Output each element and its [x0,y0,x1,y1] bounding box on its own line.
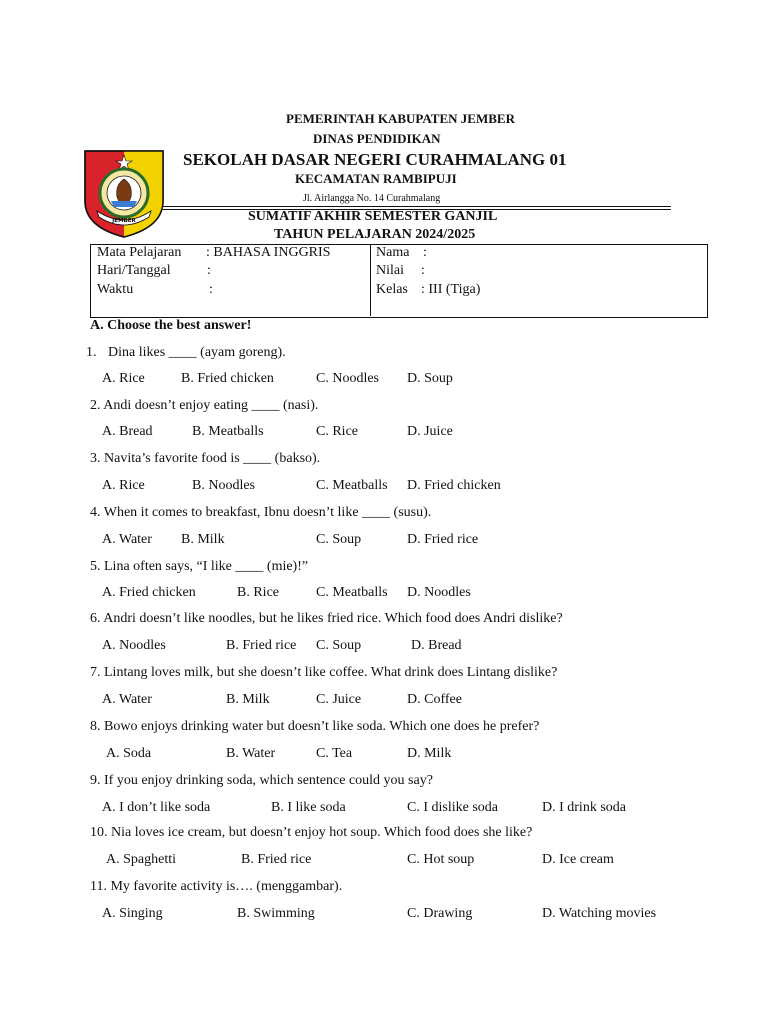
option-c: C. Meatballs [316,478,388,493]
name-value: : [423,245,427,260]
option-c: C. I dislike soda [407,800,498,815]
option-d: D. Milk [407,746,452,761]
option-d: D. Ice cream [542,852,614,867]
option-b: B. Noodles [192,478,255,493]
subject-label: Mata Pelajaran [97,245,182,260]
option-a: A. Bread [102,424,153,439]
exam-title: SUMATIF AKHIR SEMESTER GANJIL [248,209,498,224]
option-a: A. Rice [102,371,145,386]
option-b: B. Fried rice [241,852,312,867]
class-value: : III (Tiga) [421,282,481,297]
jember-emblem-logo [83,149,165,239]
option-b: B. Rice [237,585,279,600]
exam-year: TAHUN PELAJARAN 2024/2025 [274,227,476,242]
option-c: C. Hot soup [407,852,475,867]
question-text: 9. If you enjoy drinking soda, which sentence could you say? [90,773,433,788]
question-text: 6. Andri doesn’t like noodles, but he likes fried rice. Which food does Andri dislike? [90,611,563,626]
option-b: B. Meatballs [192,424,264,439]
option-d: D. Juice [407,424,453,439]
option-a: A. Spaghetti [106,852,176,867]
option-a: A. I don’t like soda [102,800,211,815]
option-c: C. Rice [316,424,358,439]
option-a: A. Water [102,532,152,547]
option-d: D. I drink soda [542,800,626,815]
section-a-heading: A. Choose the best answer! [90,318,252,333]
option-d: D. Fried rice [407,532,479,547]
option-c: C. Tea [316,746,353,761]
option-b: B. Swimming [237,906,315,921]
option-c: C. Drawing [407,906,473,921]
option-a: A. Singing [102,906,163,921]
question-text: 11. My favorite activity is…. (menggambar). [90,879,343,894]
score-label: Nilai [376,263,404,278]
option-a: A. Water [102,692,152,707]
question-text: 3. Navita’s favorite food is ____ (bakso). [90,451,321,466]
option-d: D. Watching movies [542,906,657,921]
option-b: B. Milk [226,692,270,707]
option-d: D. Fried chicken [407,478,501,493]
time-value: : [209,282,213,297]
option-c: C. Noodles [316,371,379,386]
option-b: B. Fried rice [226,638,297,653]
score-value: : [421,263,425,278]
info-box-divider [370,244,371,316]
school-name: SEKOLAH DASAR NEGERI CURAHMALANG 01 [183,150,567,169]
class-label: Kelas [376,282,408,297]
header-department: DINAS PENDIDIKAN [313,131,441,146]
header-divider-top [163,206,671,207]
header-regency: PEMERINTAH KABUPATEN JEMBER [286,111,515,126]
option-b: B. I like soda [271,800,346,815]
option-c: C. Juice [316,692,362,707]
name-label: Nama [376,245,410,260]
question-text: 7. Lintang loves milk, but she doesn’t like coffee. What drink does Lintang dislike? [90,665,558,680]
question-text: 10. Nia loves ice cream, but doesn’t enjoy hot soup. Which food does she like? [90,825,533,840]
option-a: A. Noodles [102,638,166,653]
option-d: D. Coffee [407,692,462,707]
option-c: C. Meatballs [316,585,388,600]
option-b: B. Fried chicken [181,371,274,386]
header-district: KECAMATAN RAMBIPUJI [295,171,457,186]
time-label: Waktu [97,282,134,297]
option-a: A. Soda [106,746,152,761]
option-d: D. Soup [407,371,453,386]
question-number: 1. [86,345,97,360]
subject-value: : BAHASA INGGRIS [206,245,331,260]
option-a: A. Fried chicken [102,585,196,600]
option-d: D. Noodles [407,585,471,600]
option-c: C. Soup [316,638,362,653]
date-label: Hari/Tanggal [97,263,171,278]
question-text: 2. Andi doesn’t enjoy eating ____ (nasi). [90,398,319,413]
option-c: C. Soup [316,532,362,547]
option-b: B. Milk [181,532,225,547]
question-text: Dina likes ____ (ayam goreng). [108,345,286,360]
date-value: : [207,263,211,278]
question-text: 5. Lina often says, “I like ____ (mie)!” [90,559,309,574]
option-a: A. Rice [102,478,145,493]
option-d: D. Bread [411,638,462,653]
school-address: Jl. Airlangga No. 14 Curahmalang [303,193,441,204]
question-text: 8. Bowo enjoys drinking water but doesn’t like soda. Which one does he prefer? [90,719,540,734]
logo-text: JEMBER [112,218,136,224]
option-b: B. Water [226,746,276,761]
question-text: 4. When it comes to breakfast, Ibnu doesn’t like ____ (susu). [90,505,432,520]
